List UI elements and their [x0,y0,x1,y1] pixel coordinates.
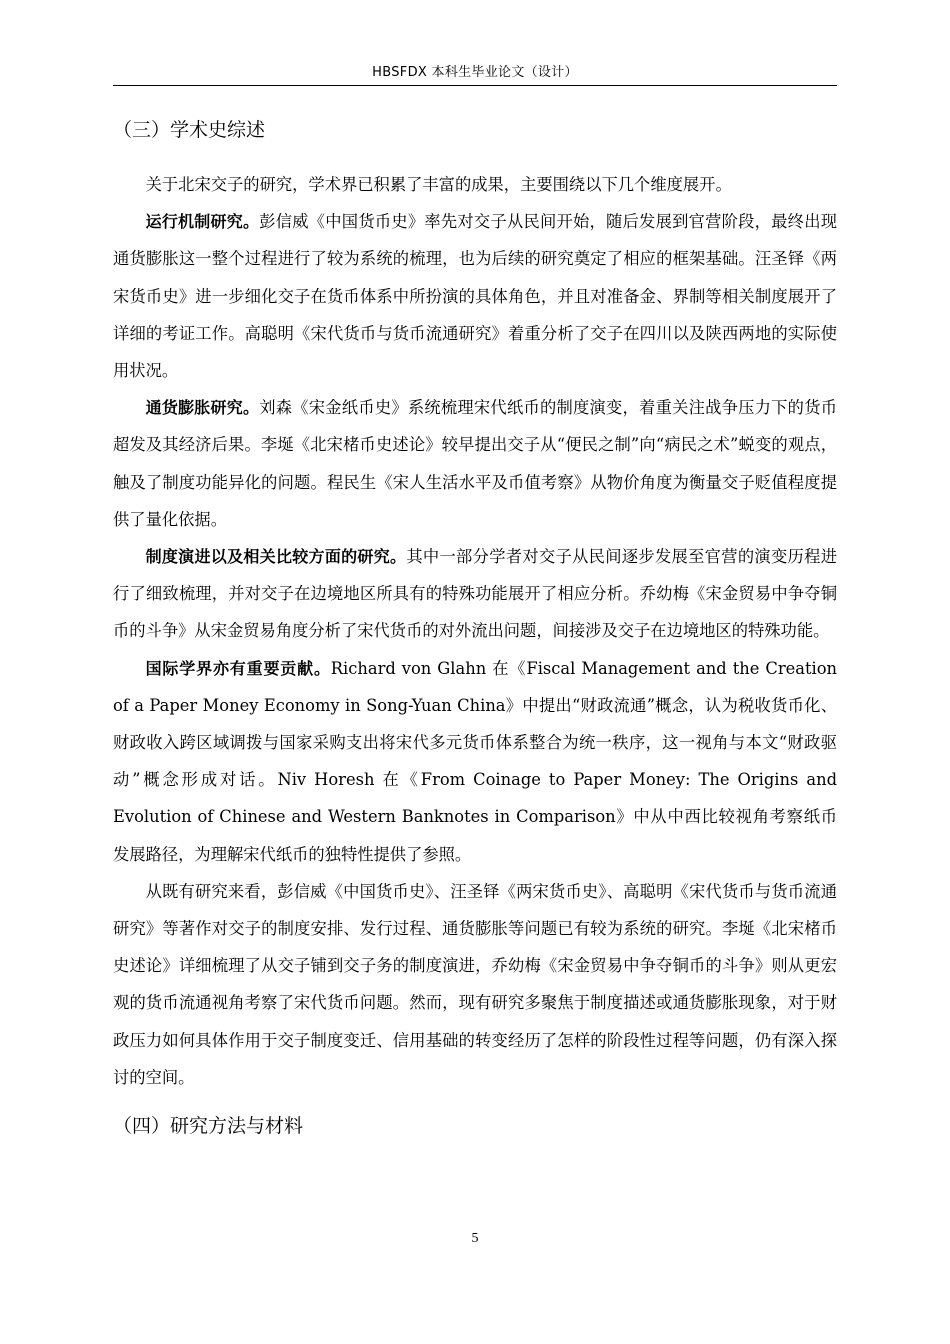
paragraph-lead-international: 国际学界亦有重要贡献。 [145,658,331,678]
paragraph-intro: 关于北宋交子的研究，学术界已积累了丰富的成果，主要围绕以下几个维度展开。 [145,175,732,194]
running-header: HBSFDX 本科生毕业论文（设计） [372,65,578,80]
paragraph-lead-institutional: 制度演进以及相关比较方面的研究。 [145,547,407,567]
section-heading-review: （三）学术史综述 [113,119,266,141]
paragraph-lead-operation: 运行机制研究。 [145,212,260,232]
paragraph-body-operation: 彭信威《中国货币史》率先对交子从民间开始，随后发展到官营阶段，最终出现通货膨胀这一整个过程进行了较为系统的梳理，也为后续的研究奠定了相应的框架基础。汪圣铎《两宋货币史》进一步细化交子在货币体系中所扮演的具体角色，并且对准备金、界制等相关制度展开了详细的考证工作。高聪明《宋代货币与货币流通研究》着重分析了交子在四川以及陕西两地的实际使用状况。 [113,212,837,381]
paragraph-international [113,650,837,873]
paragraph-summary: 从既有研究来看，彭信威《中国货币史》、汪圣铎《两宋货币史》、高聪明《宋代货币与货币流通研究》等著作对交子的制度安排、发行过程、通货膨胀等问题已有较为系统的研究。李埏《北宋楮币史述论》详细梳理了从交子铺到交子务的制度演进，乔幼梅《宋金贸易中争夺铜币的斗争》则从更宏观的货币流通视角考察了宋代货币问题。然而，现有研究多聚焦于制度描述或通货膨胀现象，对于财政压力如何具体作用于交子制度变迁、信用基础的转变经历了怎样的阶段性过程等问题，仍有深入探讨的空间。 [113,881,837,1087]
page-content [113,110,837,1146]
header-rule [113,85,837,86]
paragraph-body-inflation: 刘森《宋金纸币史》系统梳理宋代纸币的制度演变，着重关注战争压力下的货币超发及其经济后果。李埏《北宋楮币史述论》较早提出交子从“便民之制”向“病民之术”蜕变的观点，触及了制度功能异化的问题。程民生《宋人生活水平及币值考察》从物价角度为衡量交子贬值程度提供了量化依据。 [113,398,837,529]
paragraph-body-institutional: 其中一部分学者对交子从民间逐步发展至官营的演变历程进行了细致梳理，并对交子在边境地区所具有的特殊功能展开了相应分析。乔幼梅《宋金贸易中争夺铜币的斗争》从宋金贸易角度分析了宋代货币的对外流出问题，间接涉及交子在边境地区的特殊功能。 [113,547,837,641]
paragraph-lead-inflation: 通货膨胀研究。 [145,398,260,418]
section-heading-methods: （四）研究方法与材料 [113,1115,304,1138]
page-number: 5 [471,1231,479,1246]
paragraph-institutional-evolution [113,538,837,650]
paragraph-inflation [113,389,837,538]
paragraph-body-international: Richard von Glahn 在《Fiscal Management and the Creation of a Paper Money Economy in Song-Yuan China》中提出“财政流通”概念，认为税收货币化、财政收入跨区域调拨与国家采购支出将宋代多元货币体系整合为统一秩序，这一视角与本文“财政驱动”概念形成对话。Niv Horesh 在《From Coinage to Paper Money: The Origins and Evolution of Chinese and Western Banknotes in Comparison》中从中西比较视角考察纸币发展路径，为理解宋代纸币的独特性提供了参照。 [113,658,837,864]
paragraph-operation-mechanism [113,203,837,389]
